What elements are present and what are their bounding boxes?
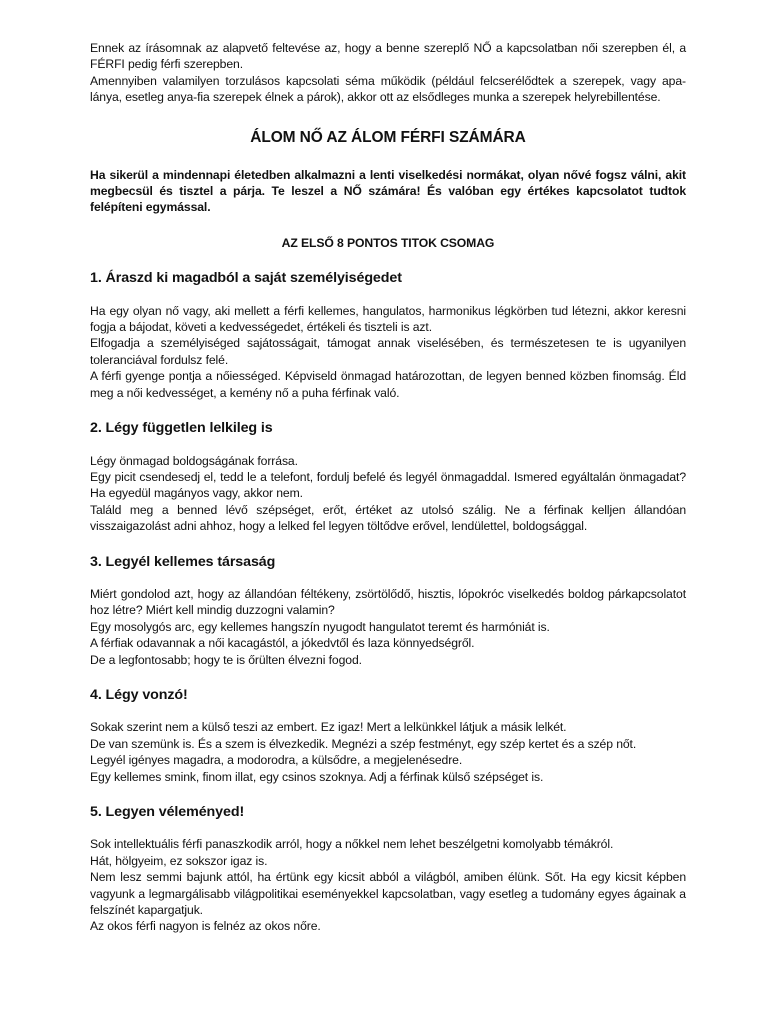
- section-line: Miért gondolod azt, hogy az állandóan féltékeny, zsörtölődő, hisztis, lópokróc viselkedés boldog párkapcsolatot hoz létre? Miért kell mindig duzzogni valamin?: [90, 586, 686, 618]
- section-line: Egy picit csendesedj el, tedd le a telefont, fordulj befelé és legyél önmagaddal. Ismered egyáltalán önmagadat? Ha egyedül magányos vagy, akkor nem.: [90, 469, 686, 501]
- section-line: Egy mosolygós arc, egy kellemes hangszín nyugodt hangulatot teremt és harmóniát is.: [90, 619, 550, 634]
- section-line: Elfogadja a személyiséged sajátosságait, támogat annak viselésében, és természetesen te is ugyanilyen toleranciával fordulsz felé.: [90, 336, 686, 367]
- main-title: ÁLOM NŐ AZ ÁLOM FÉRFI SZÁMÁRA: [250, 128, 526, 146]
- section-title: 4. Légy vonzó!: [90, 686, 188, 703]
- section-line: Legyél igényes magadra, a modorodra, a külsődre, a megjelenésedre.: [90, 753, 463, 768]
- section-title: 1. Áraszd ki magadból a saját személyiségedet: [90, 270, 402, 287]
- section-line: Nem lesz semmi bajunk attól, ha értünk egy kicsit abból a világból, amiben élünk. Sőt. Ha egy kicsit képben vagyunk a legmargálisabb világpolitikai eseményekkel kapcsolatban, vagy esetleg a tudomány egyes ágainak a felszínét kapargatjuk.: [90, 870, 686, 918]
- section-body: [90, 303, 686, 401]
- section-title: 3. Legyél kellemes társaság: [90, 553, 276, 570]
- section-body: [90, 586, 686, 668]
- section-line: Légy önmagad boldogságának forrása.: [90, 453, 298, 468]
- opening-line: Amennyiben valamilyen torzulásos kapcsolati séma működik (például felcserélődtek a szerepek, vagy apa-lánya, esetleg anya-fia szerepek élnek a párok), akkor ott az elsődleges munka a szerepek helyrebillentése.: [90, 73, 686, 105]
- section-title: 5. Legyen véleményed!: [90, 804, 245, 820]
- section-line: Sokak szerint nem a külső teszi az embert. Ez igaz! Mert a lelkünkkel látjuk a másik lelkét.: [90, 720, 567, 735]
- section-line: De a legfontosabb; hogy te is őrülten élvezni fogod.: [90, 652, 362, 667]
- section-line: De van szemünk is. És a szem is élvezkedik. Megnézi a szép festményt, egy szép kertet és a szép nőt.: [90, 736, 637, 751]
- subtitle: AZ ELSŐ 8 PONTOS TITOK CSOMAG: [281, 235, 495, 250]
- section-body: [90, 453, 686, 535]
- intro-paragraph: Ha sikerül a mindennapi életedben alkalmazni a lenti viselkedési normákat, olyan nővé fogsz válni, akit megbecsül és tisztel a párja. Te leszel a NŐ számára! És valóban egy értékes kapcsolatot tudtok felépíteni egymással.: [90, 167, 686, 215]
- section-line: Ha egy olyan nő vagy, aki mellett a férfi kellemes, hangulatos, harmonikus légkörben tud létezni, akkor keresni fogja a bájodat, követi a kedvességedet, értékeli és tiszteli is azt.: [90, 303, 686, 335]
- section-line: Hát, hölgyeim, ez sokszor igaz is.: [90, 853, 268, 868]
- section-body: [90, 836, 686, 934]
- section-line: Az okos férfi nagyon is felnéz az okos nőre.: [90, 919, 321, 934]
- opening-line: Ennek az írásomnak az alapvető feltevése az, hogy a benne szereplő NŐ a kapcsolatban női szerepben él, a FÉRFI pedig férfi szerepben.: [90, 41, 686, 72]
- section-body: [90, 719, 686, 785]
- document-page: [90, 40, 686, 935]
- opening-paragraph: [90, 40, 686, 106]
- section-line: A férfi gyenge pontja a nőiességed. Képviseld önmagad határozottan, de legyen benned közben finomság. Éld meg a női kedvességet, a kemény nő a puha férfinak való.: [90, 369, 686, 400]
- section-line: Egy kellemes smink, finom illat, egy csinos szoknya. Adj a férfinak külső szépséget is.: [90, 769, 544, 784]
- section-line: Találd meg a benned lévő szépséget, erőt, értéket az utolsó szálig. Ne a férfinak kelljen állandóan visszaigazolást adni ahhoz, hogy a lelked fel legyen töltődve erővel, lendülettel, boldogsággal.: [90, 502, 686, 534]
- section-line: A férfiak odavannak a női kacagástól, a jókedvtől és laza könnyedségről.: [90, 636, 475, 651]
- section-title: 2. Légy független lelkileg is: [90, 420, 273, 437]
- section-line: Sok intellektuális férfi panaszkodik arról, hogy a nőkkel nem lehet beszélgetni komolyabb témákról.: [90, 837, 614, 852]
